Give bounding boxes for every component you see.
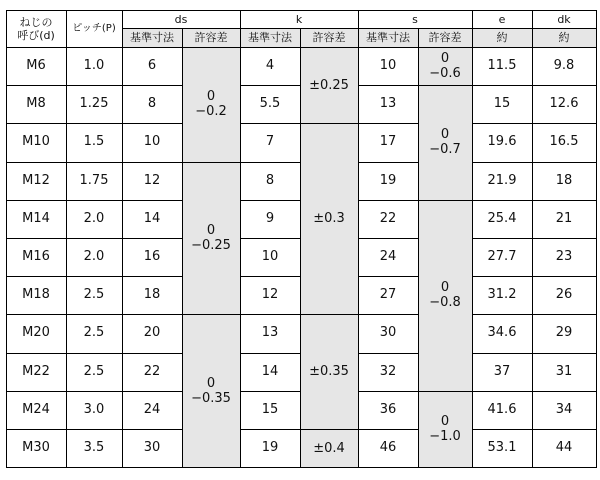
cell-s-basic: 32 [379, 363, 397, 379]
cell-e: 21.9 [487, 172, 517, 188]
cell-ds-basic: 10 [143, 134, 161, 150]
cell-s-tolerance: 0 −0.6 [429, 51, 461, 82]
cell-s-basic: 24 [379, 249, 397, 265]
cell-pitch: 1.5 [83, 134, 105, 150]
cell-k-basic: 7 [265, 134, 275, 150]
cell-pitch: 2.5 [83, 287, 105, 303]
cell-ds-tolerance: 0 −0.25 [191, 222, 231, 253]
cell-size: M6 [26, 58, 46, 74]
subheader-basic: 基準寸法 [248, 31, 292, 44]
cell-s-basic: 27 [379, 287, 397, 303]
cell-pitch: 1.0 [83, 58, 105, 74]
cell-dk: 44 [555, 440, 573, 456]
cell-pitch: 2.0 [83, 210, 105, 226]
cell-size: M30 [22, 440, 50, 456]
cell-e: 27.7 [487, 249, 517, 265]
cell-dk: 29 [555, 325, 573, 341]
cell-size: M8 [26, 96, 46, 112]
cell-size: M20 [22, 325, 50, 341]
cell-ds-basic: 30 [143, 440, 161, 456]
cell-s-tolerance: 0 −0.7 [429, 127, 461, 158]
cell-e: 19.6 [487, 134, 517, 150]
cell-pitch: 1.25 [79, 96, 109, 112]
header-pitch: ピッチ(P) [72, 23, 116, 34]
subheader-basic: 基準寸法 [130, 31, 174, 44]
cell-k-basic: 10 [261, 249, 279, 265]
cell-k-tolerance: ±0.35 [309, 364, 349, 380]
header-ds: ds [174, 12, 188, 26]
subheader-tolerance: 許容差 [312, 31, 346, 44]
cell-ds-basic: 16 [143, 249, 161, 265]
cell-k-basic: 19 [261, 440, 279, 456]
cell-ds-basic: 14 [143, 210, 161, 226]
cell-pitch: 2.0 [83, 249, 105, 265]
cell-k-basic: 13 [261, 325, 279, 341]
cell-size: M14 [22, 210, 50, 226]
cell-e: 15 [493, 96, 511, 112]
cell-k-basic: 4 [265, 58, 275, 74]
cell-size: M24 [22, 401, 50, 417]
cell-s-basic: 13 [379, 96, 397, 112]
cell-size: M10 [22, 134, 50, 150]
cell-ds-basic: 6 [147, 58, 157, 74]
cell-ds-basic: 22 [143, 363, 161, 379]
cell-dk: 16.5 [549, 134, 579, 150]
cell-pitch: 2.5 [83, 363, 105, 379]
cell-k-basic: 5.5 [259, 96, 281, 112]
cell-dk: 12.6 [549, 96, 579, 112]
cell-dk: 21 [555, 210, 573, 226]
cell-e: 53.1 [487, 440, 517, 456]
subheader-tolerance: 許容差 [194, 31, 228, 44]
cell-s-basic: 10 [379, 58, 397, 74]
cell-s-tolerance: 0 −1.0 [429, 413, 461, 444]
subheader-approx: 約 [496, 31, 508, 44]
cell-s-basic: 30 [379, 325, 397, 341]
cell-k-basic: 8 [265, 172, 275, 188]
cell-pitch: 2.5 [83, 325, 105, 341]
cell-dk: 23 [555, 249, 573, 265]
cell-size: M22 [22, 363, 50, 379]
cell-s-basic: 46 [379, 440, 397, 456]
cell-k-tolerance: ±0.4 [313, 440, 345, 456]
cell-ds-basic: 24 [143, 401, 161, 417]
cell-size: M16 [22, 249, 50, 265]
cell-k-basic: 12 [261, 287, 279, 303]
cell-dk: 34 [555, 401, 573, 417]
cell-s-basic: 36 [379, 401, 397, 417]
cell-s-basic: 22 [379, 210, 397, 226]
header-nominal-size: ねじの 呼び(d) [17, 15, 55, 42]
cell-k-basic: 14 [261, 363, 279, 379]
subheader-basic: 基準寸法 [366, 31, 410, 44]
cell-e: 37 [493, 363, 511, 379]
cell-k-tolerance: ±0.3 [313, 211, 345, 227]
cell-pitch: 3.5 [83, 440, 105, 456]
cell-ds-basic: 12 [143, 172, 161, 188]
cell-dk: 9.8 [553, 58, 575, 74]
cell-size: M12 [22, 172, 50, 188]
cell-size: M18 [22, 287, 50, 303]
cell-s-tolerance: 0 −0.8 [429, 280, 461, 311]
cell-dk: 26 [555, 287, 573, 303]
cell-ds-tolerance: 0 −0.35 [191, 375, 231, 406]
cell-e: 41.6 [487, 401, 517, 417]
cell-s-basic: 19 [379, 172, 397, 188]
cell-e: 34.6 [487, 325, 517, 341]
cell-ds-basic: 18 [143, 287, 161, 303]
table-border [6, 10, 597, 468]
cell-e: 25.4 [487, 210, 517, 226]
cell-s-basic: 17 [379, 134, 397, 150]
cell-k-basic: 9 [265, 210, 275, 226]
subheader-tolerance: 許容差 [428, 31, 462, 44]
header-e: e [498, 12, 506, 26]
cell-e: 11.5 [487, 58, 517, 74]
cell-k-basic: 15 [261, 401, 279, 417]
cell-dk: 18 [555, 172, 573, 188]
cell-ds-tolerance: 0 −0.2 [195, 89, 227, 120]
cell-e: 31.2 [487, 287, 517, 303]
cell-ds-basic: 8 [147, 96, 157, 112]
header-s: s [412, 12, 418, 26]
header-k: k [295, 12, 303, 26]
cell-pitch: 1.75 [79, 172, 109, 188]
header-dk: dk [557, 12, 571, 26]
cell-ds-basic: 20 [143, 325, 161, 341]
cell-pitch: 3.0 [83, 401, 105, 417]
subheader-approx: 約 [558, 31, 570, 44]
cell-k-tolerance: ±0.25 [309, 77, 349, 93]
cell-dk: 31 [555, 363, 573, 379]
